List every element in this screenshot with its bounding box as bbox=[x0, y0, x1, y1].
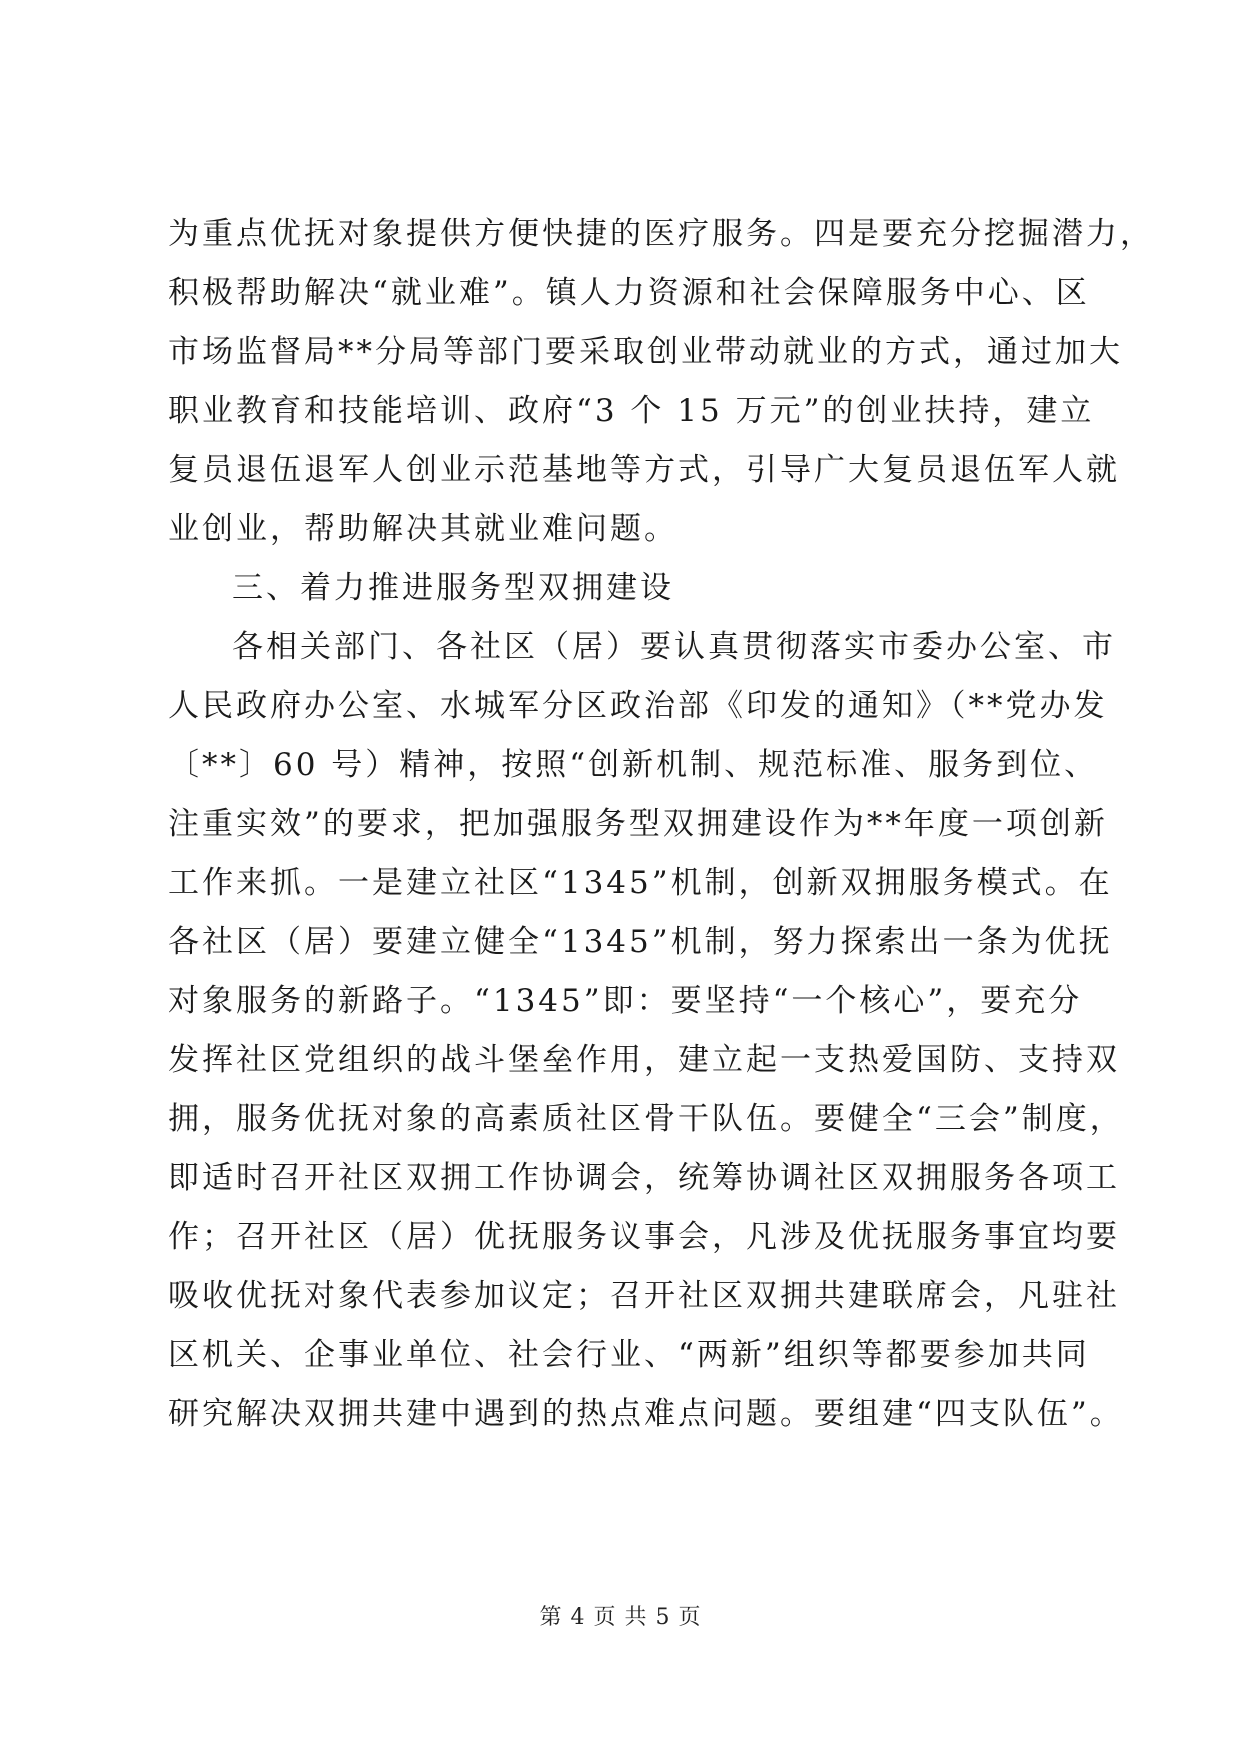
text-line: 各相关部门、各社区（居）要认真贯彻落实市委办公室、市 bbox=[232, 629, 1116, 665]
text-line: 〔**〕60 号）精神，按照“创新机制、规范标准、服务到位、 bbox=[168, 747, 1099, 783]
text-line: 拥，服务优抚对象的高素质社区骨干队伍。要健全“三会”制度， bbox=[168, 1101, 1124, 1137]
page-footer: 第 4 页 共 5 页 bbox=[539, 1605, 702, 1630]
text-line: 为重点优抚对象提供方便快捷的医疗服务。四是要充分挖掘潜力， bbox=[168, 216, 1154, 252]
text-line: 对象服务的新路子。“1345”即：要坚持“一个核心”，要充分 bbox=[168, 983, 1083, 1019]
text-line: 发挥社区党组织的战斗堡垒作用，建立起一支热爱国防、支持双 bbox=[168, 1042, 1120, 1078]
text-line: 复员退伍退军人创业示范基地等方式，引导广大复员退伍军人就 bbox=[168, 452, 1120, 488]
text-line: 市场监督局**分局等部门要采取创业带动就业的方式，通过加大 bbox=[168, 334, 1123, 370]
text-line: 吸收优抚对象代表参加议定；召开社区双拥共建联席会，凡驻社 bbox=[168, 1278, 1120, 1314]
text-line: 研究解决双拥共建中遇到的热点难点问题。要组建“四支队伍”。 bbox=[168, 1396, 1124, 1432]
text-line: 各社区（居）要建立健全“1345”机制，努力探索出一条为优抚 bbox=[168, 924, 1113, 960]
text-line: 工作来抓。一是建立社区“1345”机制，创新双拥服务模式。在 bbox=[168, 865, 1113, 901]
text-line: 即适时召开社区双拥工作协调会，统筹协调社区双拥服务各项工 bbox=[168, 1160, 1120, 1196]
text-line: 区机关、企事业单位、社会行业、“两新”组织等都要参加共同 bbox=[168, 1337, 1090, 1373]
text-line: 人民政府办公室、水城军分区政治部《印发的通知》（**党办发 bbox=[168, 688, 1108, 724]
text-line: 积极帮助解决“就业难”。镇人力资源和社会保障服务中心、区 bbox=[168, 275, 1090, 311]
text-line: 职业教育和技能培训、政府“3 个 15 万元”的创业扶持，建立 bbox=[168, 393, 1095, 429]
text-line: 注重实效”的要求，把加强服务型双拥建设作为**年度一项创新 bbox=[168, 806, 1108, 842]
section-heading: 三、着力推进服务型双拥建设 bbox=[232, 570, 674, 606]
text-line: 业创业，帮助解决其就业难问题。 bbox=[168, 511, 678, 547]
text-line: 作；召开社区（居）优抚服务议事会，凡涉及优抚服务事宜均要 bbox=[168, 1219, 1120, 1255]
